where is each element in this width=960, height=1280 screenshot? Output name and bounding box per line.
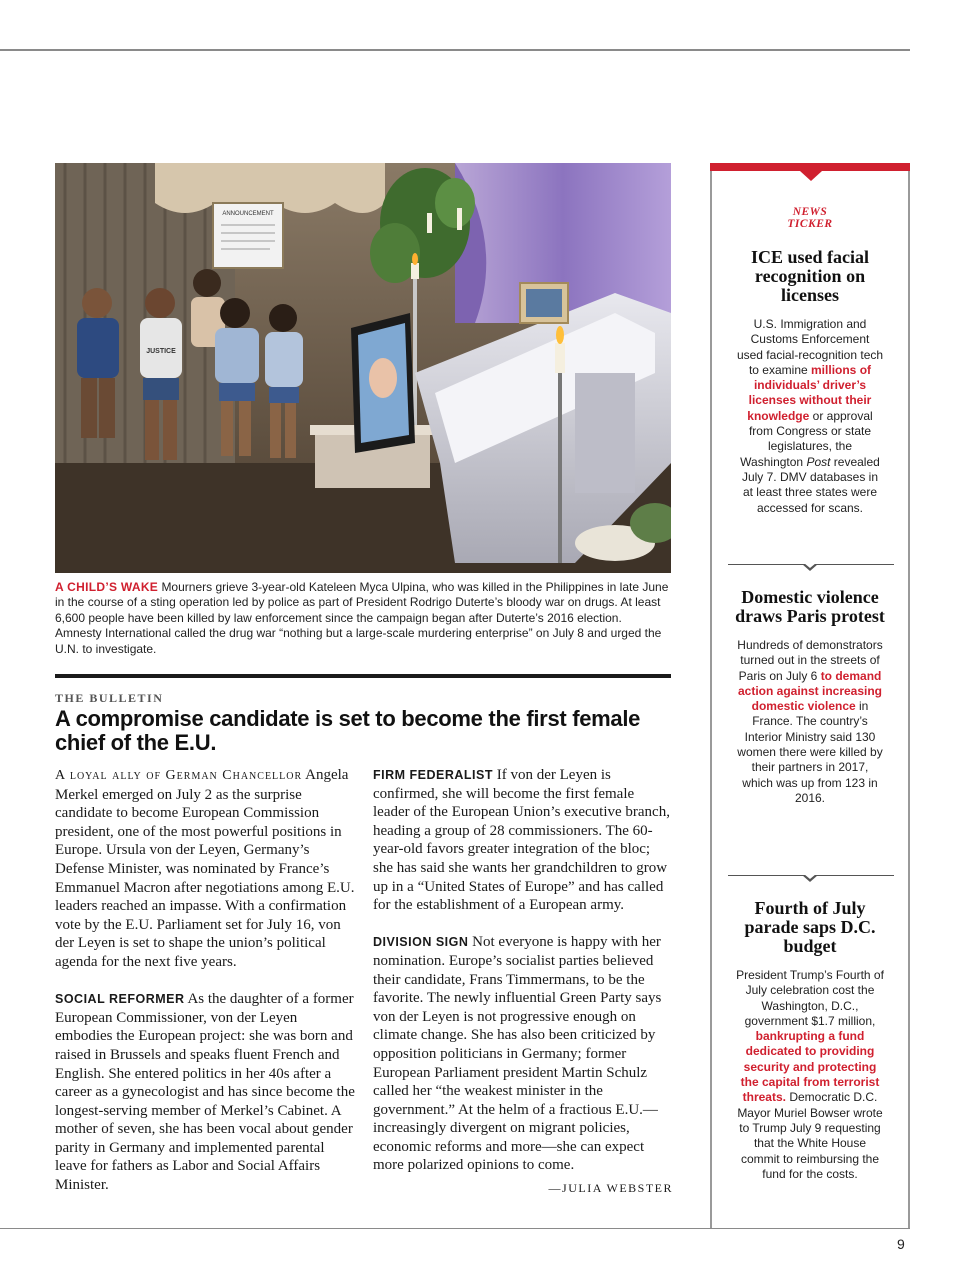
ticker-item-title: Domestic violence draws Paris protest	[735, 587, 885, 626]
ticker-item-paris	[712, 588, 908, 806]
top-rule	[0, 49, 910, 51]
section-label: THE BULLETIN	[55, 691, 164, 705]
ticker-notch	[800, 171, 822, 181]
ticker-text-italic: Post	[806, 454, 831, 469]
ticker-text: in France. The country’s Interior Ministry said 130 women there were killed by their partners in 2017, which was up from 123 in 2016.	[737, 699, 883, 805]
ticker-top-bar	[710, 163, 910, 171]
paragraph-division-sign	[373, 933, 673, 1175]
ticker-item-title: ICE used facial recognition on licenses	[750, 247, 869, 305]
caption-text: Mourners grieve 3-year-old Kateleen Myca Ulpina, who was killed in the Philippines in late June in the course of a sting operation led by police as part of President Rodrigo Duterte’s bloody war on drugs. At least 6,600 people have been killed by law enforcement since the campaign began after Duterte’s 2016 election. Amnesty International called the drug war “nothing but a large-scale murdering enterprise” on July 8 and urged the U.N. to investigate.	[55, 580, 669, 656]
paragraph-social-reformer	[55, 990, 355, 1195]
ticker-item-body	[712, 317, 908, 516]
ticker-highlight: to demand action against increasing domestic violence	[737, 668, 883, 714]
page-number: 9	[897, 1236, 905, 1252]
ticker-text: Democratic D.C. Mayor Muriel Bowser wrote to Trump July 9 requesting that the White House commit to reimbursing the fund for the costs.	[737, 1090, 883, 1181]
ticker-text: President Trump’s Fourth of July celebration cost the Washington, D.C., government $1.7 million,	[736, 968, 884, 1028]
shirt-text: JUSTICE	[146, 348, 176, 355]
ticker-text: Hundreds of demonstrators turned out in the streets of Paris on July 6	[737, 638, 883, 683]
ticker-item-body	[712, 638, 908, 806]
firm-federalist-text: If von der Leyen is confirmed, she will become the first female leader of the European Union’s executive branch, heading a group of 28 commissioners. The 60-year-old favors greater integration of the bloc; she has said she wants her grandchildren to grow up in a “United States of Europe” and has called for the establishment of a European army.	[373, 767, 670, 914]
social-reformer-text: As the daughter of a former European Commissioner, von der Leyen embodies the European project: she was born and raised in Brussels and speaks fluent French and English. She entered politics in her 40s after a career as a gynecologist and has since become the longest-serving member of Merkel’s Cabinet. A mother of seven, she has been vocal about gender parity in Germany and implemented parental leave for fathers as Labor and Social Affairs Minister.	[55, 991, 355, 1194]
ticker-item-title: Fourth of July parade saps D.C. budget	[744, 898, 876, 956]
wake-photo	[55, 163, 671, 573]
ticker-item-dc	[712, 899, 908, 1182]
intro-smallcaps: A loyal ally of German Chancellor	[55, 768, 303, 783]
ticker-highlight: bankrupting a fund dedicated to providing security and protecting the capital from terrorist threats.	[740, 1029, 880, 1105]
ticker-text: or approval from Congress or state legislatures, the Washington	[740, 408, 873, 469]
photo-caption	[55, 580, 671, 657]
sign-title: ANNOUNCEMENT	[222, 211, 274, 217]
paragraph-firm-federalist	[373, 766, 673, 915]
ticker-item-ice	[712, 248, 908, 516]
ticker-label	[712, 206, 908, 230]
ticker-text: U.S. Immigration and Customs Enforcement used facial-recognition tech to examine	[736, 317, 884, 377]
ticker-divider-chevron-icon	[802, 875, 818, 882]
section-rule	[55, 674, 671, 678]
ticker-label-line1: NEWS	[792, 206, 828, 218]
intro-text: Angela Merkel emerged on July 2 as the surprise candidate to become European Commission president, one of the most powerful positions in Europe. Ursula von der Leyen, Germany’s Defense Minister, was nominated by France’s Emmanuel Macron after negotiations among E.U. leaders reached an impasse. With a confirmation vote by the E.U. Parliament set for July 16, von der Leyen is set to shape the union’s political agenda for the next five years.	[55, 767, 355, 970]
ticker-item-body	[712, 968, 908, 1182]
ticker-label-line2: TICKER	[787, 218, 833, 230]
byline: —JULIA WEBSTER	[548, 1181, 673, 1196]
paragraph-intro	[55, 766, 355, 972]
kicker-division-sign: DIVISION SIGN	[373, 935, 469, 950]
article-headline: A compromise candidate is set to become the first female chief of the E.U.	[55, 706, 641, 755]
bottom-rule	[0, 1228, 910, 1229]
division-sign-text: Not everyone is happy with her nomination. Europe’s socialist parties believed their candidate, Frans Timmermans, to be the favorite. The newly influential Green Party says von der Leyen is not progressive enough on climate change. She has also been criticized by opposition politicians in Germany; former European Parliament president Martin Schulz called her “the weakest minister in the government.” At the helm of a fractious E.U.—increasingly divergent on migrant policies, economic reforms and more—she can expect more polarized opinions to come.	[373, 934, 662, 1174]
article-column-right	[373, 766, 673, 1198]
ticker-text: revealed July 7. DMV databases in at least three states were accessed for scans.	[741, 454, 880, 515]
article-column-left	[55, 766, 355, 1213]
caption-lead: A CHILD’S WAKE	[55, 580, 159, 594]
kicker-firm-federalist: FIRM FEDERALIST	[373, 768, 493, 782]
ticker-divider-chevron-icon	[802, 564, 818, 571]
kicker-social-reformer: SOCIAL REFORMER	[55, 992, 185, 1007]
news-ticker-sidebar	[710, 163, 910, 1229]
ticker-highlight: millions of individuals’ driver’s licenses without their knowledge	[747, 362, 872, 423]
